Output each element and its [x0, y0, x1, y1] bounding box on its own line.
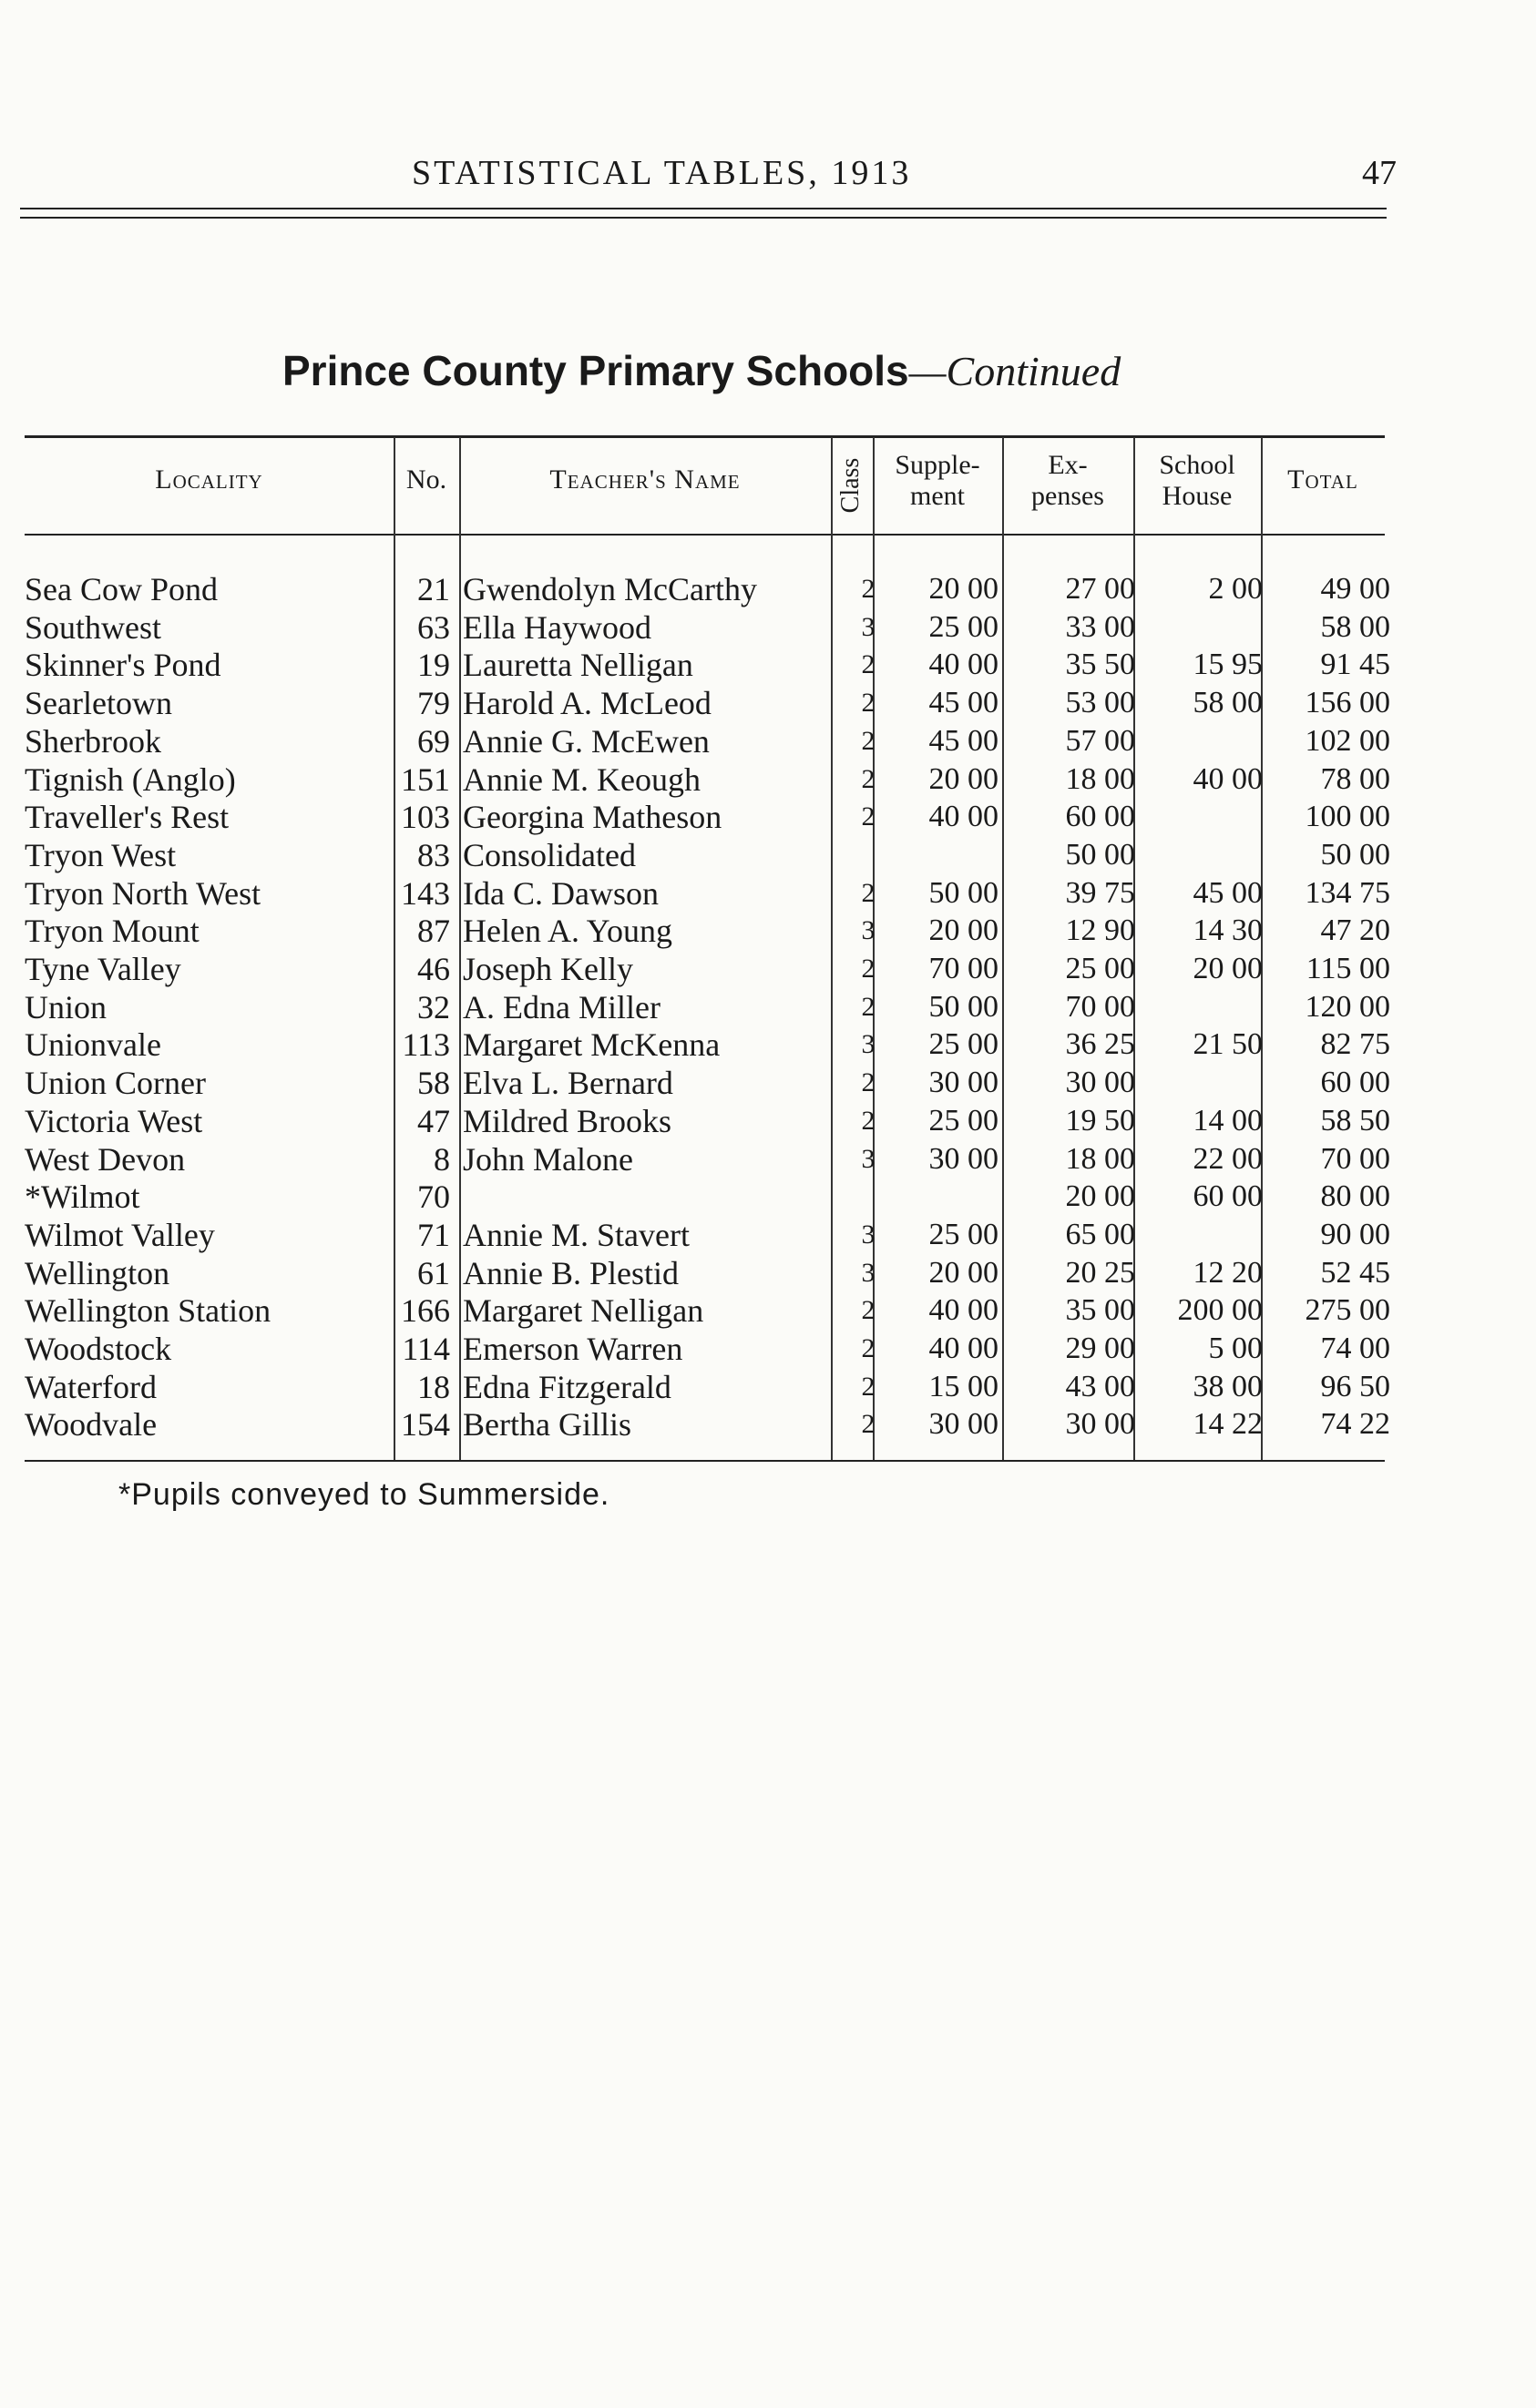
table-row	[0, 608, 1536, 647]
row-class: 2	[861, 725, 876, 756]
row-expenses: 20 25	[1065, 1255, 1135, 1290]
row-total: 78 00	[1320, 761, 1390, 796]
table-row	[0, 1102, 1536, 1140]
row-total: 275 00	[1305, 1293, 1390, 1328]
row-total: 82 75	[1320, 1027, 1390, 1062]
row-expenses: 18 00	[1065, 761, 1135, 796]
row-school-house: 200 00	[1177, 1293, 1263, 1328]
row-teacher-name: Edna Fitzgerald	[463, 1368, 671, 1405]
header-school-house	[1133, 450, 1261, 512]
header-school-house-line1: School	[1159, 450, 1235, 480]
header-supplement-line2: ment	[910, 481, 965, 511]
row-expenses: 19 50	[1065, 1103, 1135, 1138]
row-class: 2	[861, 649, 876, 680]
row-school-house: 14 00	[1193, 1103, 1263, 1138]
table-title-main: Prince County Primary Schools	[282, 347, 909, 394]
row-class: 3	[861, 915, 876, 946]
row-expenses: 29 00	[1065, 1332, 1135, 1365]
row-teacher-name: Elva L. Bernard	[463, 1065, 673, 1102]
row-locality: *Wilmot	[25, 1178, 140, 1216]
table-row	[0, 684, 1536, 722]
row-teacher-name: Georgina Matheson	[463, 799, 722, 836]
row-supplement: 20 00	[928, 913, 998, 948]
table-row	[0, 1368, 1536, 1406]
row-teacher-name: Annie B. Plestid	[463, 1254, 680, 1291]
row-teacher-name: Emerson Warren	[463, 1331, 683, 1367]
row-total: 50 00	[1320, 837, 1390, 872]
row-class: 2	[861, 1333, 876, 1363]
row-class: 2	[861, 954, 876, 984]
row-supplement: 70 00	[928, 952, 998, 985]
table-row	[0, 760, 1536, 799]
row-locality: Sherbrook	[25, 722, 161, 760]
row-teacher-name: Gwendolyn McCarthy	[463, 571, 757, 607]
row-expenses: 53 00	[1065, 686, 1135, 720]
row-teacher-name: Margaret Nelligan	[463, 1292, 704, 1330]
row-locality: Tignish (Anglo)	[25, 760, 236, 798]
row-number: 143	[401, 874, 450, 912]
table-title-continued: —Continued	[908, 348, 1121, 394]
row-number: 19	[417, 647, 450, 684]
row-locality: Woodvale	[25, 1406, 158, 1444]
row-teacher-name: Annie M. Stavert	[463, 1216, 690, 1253]
row-total: 74 22	[1320, 1407, 1390, 1442]
row-class: 2	[861, 877, 876, 908]
row-expenses: 25 00	[1065, 952, 1135, 985]
header-school-house-line2: House	[1162, 481, 1233, 511]
row-class: 2	[861, 1067, 876, 1098]
row-total: 49 00	[1320, 572, 1390, 606]
row-number: 32	[417, 988, 450, 1025]
row-class: 2	[861, 991, 876, 1022]
row-locality: Union Corner	[25, 1065, 206, 1102]
row-total: 156 00	[1305, 686, 1390, 720]
header-supplement-line1: Supple-	[895, 450, 980, 480]
row-total: 90 00	[1320, 1217, 1390, 1251]
row-number: 61	[417, 1254, 450, 1291]
header-rule-top	[20, 208, 1387, 209]
row-school-house: 58 00	[1193, 686, 1263, 720]
row-number: 151	[401, 760, 450, 798]
table-row	[0, 874, 1536, 913]
row-supplement: 50 00	[928, 989, 998, 1024]
row-class: 2	[861, 1409, 876, 1440]
table-row	[0, 1291, 1536, 1330]
row-class: 2	[861, 801, 876, 832]
row-teacher-name: Harold A. McLeod	[463, 685, 712, 722]
row-total: 96 50	[1320, 1369, 1390, 1403]
table-row	[0, 1140, 1536, 1178]
row-school-house: 45 00	[1193, 875, 1263, 910]
row-teacher-name: Consolidated	[463, 836, 636, 873]
row-expenses: 50 00	[1065, 837, 1135, 872]
row-total: 80 00	[1320, 1179, 1390, 1214]
header-class: Class	[836, 457, 865, 514]
table-row	[0, 1254, 1536, 1292]
row-expenses: 33 00	[1065, 609, 1135, 644]
row-supplement: 45 00	[928, 686, 998, 720]
table-row	[0, 950, 1536, 988]
header-expenses	[1002, 450, 1133, 512]
row-teacher-name: John Malone	[463, 1140, 633, 1178]
row-school-house: 14 22	[1193, 1407, 1263, 1442]
row-locality: Waterford	[25, 1368, 158, 1405]
row-supplement: 25 00	[928, 1027, 998, 1062]
row-class: 2	[861, 1371, 876, 1402]
header-supplement	[873, 450, 1002, 512]
running-head	[20, 146, 1397, 200]
table-title	[282, 346, 1121, 395]
row-teacher-name: Ella Haywood	[463, 608, 651, 646]
row-class: 3	[861, 1219, 876, 1250]
header-teacher: Teacher's Name	[549, 464, 741, 495]
row-number: 63	[417, 608, 450, 646]
row-total: 70 00	[1320, 1141, 1390, 1176]
row-school-house: 5 00	[1208, 1332, 1263, 1365]
table-row	[0, 836, 1536, 874]
row-class: 2	[861, 574, 876, 604]
row-class: 2	[861, 1105, 876, 1136]
row-number: 113	[402, 1026, 450, 1064]
row-locality: Union	[25, 988, 107, 1025]
row-supplement: 25 00	[928, 1217, 998, 1251]
row-supplement: 40 00	[928, 1332, 998, 1365]
row-expenses: 70 00	[1065, 989, 1135, 1024]
row-total: 52 45	[1320, 1255, 1390, 1290]
row-total: 58 00	[1320, 609, 1390, 644]
row-expenses: 35 00	[1065, 1293, 1135, 1328]
row-supplement: 50 00	[928, 875, 998, 910]
row-expenses: 30 00	[1065, 1066, 1135, 1100]
table-row	[0, 1405, 1536, 1444]
row-teacher-name: Bertha Gillis	[463, 1406, 631, 1444]
row-supplement: 25 00	[928, 609, 998, 644]
row-locality: Tryon Mount	[25, 913, 200, 950]
row-locality: Tryon West	[25, 836, 177, 873]
row-school-house: 12 20	[1193, 1255, 1263, 1290]
table-bottom-rule	[25, 1460, 1385, 1462]
row-expenses: 12 90	[1065, 913, 1135, 948]
row-supplement: 40 00	[928, 800, 998, 834]
row-locality: Wilmot Valley	[25, 1216, 215, 1253]
row-class: 3	[861, 1029, 876, 1060]
row-teacher-name: Lauretta Nelligan	[463, 647, 693, 684]
row-number: 79	[417, 685, 450, 722]
row-total: 134 75	[1305, 875, 1390, 910]
table-row	[0, 988, 1536, 1026]
row-number: 21	[417, 571, 450, 607]
row-expenses: 20 00	[1065, 1179, 1135, 1214]
row-locality: Traveller's Rest	[25, 799, 230, 836]
row-total: 120 00	[1305, 989, 1390, 1024]
row-locality: Wellington	[25, 1254, 170, 1291]
row-class: 2	[861, 688, 876, 719]
row-total: 115 00	[1306, 952, 1390, 985]
row-expenses: 27 00	[1065, 572, 1135, 606]
row-school-house: 21 50	[1193, 1027, 1263, 1062]
row-supplement: 30 00	[928, 1066, 998, 1100]
table-row	[0, 912, 1536, 950]
row-locality: Tryon North West	[25, 874, 261, 912]
row-locality: Searletown	[25, 685, 172, 722]
table-top-rule	[25, 435, 1385, 438]
row-school-house: 22 00	[1193, 1141, 1263, 1176]
row-number: 154	[401, 1406, 450, 1444]
row-teacher-name: Joseph Kelly	[463, 951, 633, 987]
row-number: 46	[417, 951, 450, 987]
row-total: 47 20	[1320, 913, 1390, 948]
table-row	[0, 1330, 1536, 1368]
header-no: No.	[405, 464, 447, 495]
header-locality: Locality	[155, 464, 263, 495]
table-row	[0, 1064, 1536, 1102]
row-number: 47	[417, 1102, 450, 1139]
row-teacher-name: Ida C. Dawson	[463, 874, 659, 912]
row-total: 58 50	[1320, 1103, 1390, 1138]
row-expenses: 65 00	[1065, 1217, 1135, 1251]
row-locality: Unionvale	[25, 1026, 161, 1064]
row-class: 3	[861, 611, 876, 642]
row-locality: Skinner's Pond	[25, 647, 221, 684]
row-supplement: 25 00	[928, 1103, 998, 1138]
row-expenses: 18 00	[1065, 1141, 1135, 1176]
row-supplement: 15 00	[928, 1369, 998, 1403]
row-total: 102 00	[1305, 723, 1390, 758]
row-total: 74 00	[1320, 1332, 1390, 1365]
row-school-house: 20 00	[1193, 952, 1263, 985]
row-number: 18	[417, 1368, 450, 1405]
row-expenses: 36 25	[1065, 1027, 1135, 1062]
row-supplement: 20 00	[928, 1255, 998, 1290]
row-supplement: 30 00	[928, 1141, 998, 1176]
row-expenses: 60 00	[1065, 800, 1135, 834]
row-number: 69	[417, 722, 450, 760]
row-school-house: 38 00	[1193, 1369, 1263, 1403]
running-head-title: STATISTICAL TABLES, 1913	[412, 154, 912, 192]
table-row	[0, 646, 1536, 684]
row-supplement: 45 00	[928, 723, 998, 758]
row-class: 2	[861, 1295, 876, 1326]
row-locality: Sea Cow Pond	[25, 571, 219, 607]
row-total: 60 00	[1320, 1066, 1390, 1100]
row-class: 3	[861, 1257, 876, 1288]
page-number: 47	[1362, 154, 1397, 192]
row-supplement: 40 00	[928, 648, 998, 682]
row-total: 91 45	[1320, 648, 1390, 682]
row-teacher-name: A. Edna Miller	[463, 988, 660, 1025]
row-number: 70	[417, 1178, 450, 1216]
row-supplement: 40 00	[928, 1293, 998, 1328]
row-expenses: 30 00	[1065, 1407, 1135, 1442]
row-school-house: 60 00	[1193, 1179, 1263, 1214]
row-teacher-name: Annie M. Keough	[463, 760, 701, 798]
header-rule-bottom	[20, 217, 1387, 219]
row-number: 58	[417, 1065, 450, 1102]
row-supplement: 20 00	[928, 572, 998, 606]
header-total: Total	[1287, 464, 1358, 495]
row-locality: West Devon	[25, 1140, 186, 1178]
row-supplement: 20 00	[928, 761, 998, 796]
row-school-house: 2 00	[1208, 572, 1263, 606]
row-teacher-name: Annie G. McEwen	[463, 722, 710, 760]
row-number: 71	[417, 1216, 450, 1253]
row-class: 2	[861, 763, 876, 794]
row-teacher-name: Margaret McKenna	[463, 1026, 721, 1064]
row-supplement: 30 00	[928, 1407, 998, 1442]
row-number: 87	[417, 913, 450, 950]
row-expenses: 57 00	[1065, 723, 1135, 758]
row-total: 100 00	[1305, 800, 1390, 834]
row-expenses: 35 50	[1065, 648, 1135, 682]
row-teacher-name: Helen A. Young	[463, 913, 673, 950]
row-class: 3	[861, 1143, 876, 1174]
row-number: 83	[417, 836, 450, 873]
table-row	[0, 1216, 1536, 1254]
row-school-house: 15 95	[1193, 648, 1263, 682]
row-locality: Woodstock	[25, 1331, 172, 1367]
table-row	[0, 1178, 1536, 1216]
footnote: *Pupils conveyed to Summerside.	[118, 1477, 610, 1512]
row-school-house: 40 00	[1193, 761, 1263, 796]
row-number: 8	[434, 1140, 450, 1178]
row-number: 166	[401, 1292, 450, 1330]
row-locality: Southwest	[25, 608, 162, 646]
row-locality: Tyne Valley	[25, 951, 181, 987]
row-expenses: 39 75	[1065, 875, 1135, 910]
row-number: 103	[401, 799, 450, 836]
header-bottom-rule	[25, 534, 1385, 536]
table-row	[0, 1025, 1536, 1064]
header-expenses-line2: penses	[1031, 481, 1104, 511]
table-row	[0, 722, 1536, 760]
row-locality: Wellington Station	[25, 1292, 271, 1330]
table-row	[0, 798, 1536, 836]
header-expenses-line1: Ex-	[1048, 450, 1088, 480]
row-teacher-name: Mildred Brooks	[463, 1102, 671, 1139]
row-number: 114	[402, 1331, 450, 1367]
row-school-house: 14 30	[1193, 913, 1263, 948]
row-expenses: 43 00	[1065, 1369, 1135, 1403]
row-locality: Victoria West	[25, 1102, 203, 1139]
table-row	[0, 570, 1536, 608]
